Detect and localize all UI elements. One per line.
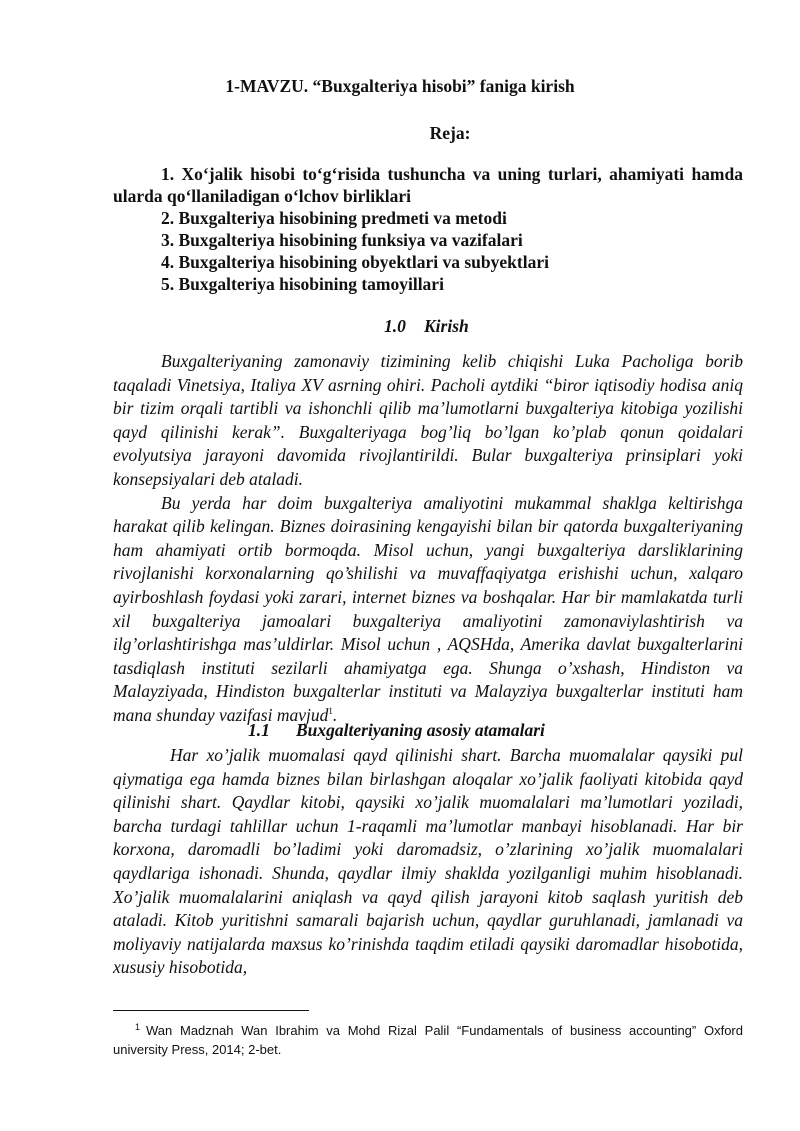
section-1-1-text — [113, 744, 743, 980]
section-heading-1-1 — [0, 718, 800, 742]
intro-paragraph-2 — [113, 492, 743, 728]
paragraph-end: . — [332, 704, 338, 725]
section-number: 1.1 — [248, 720, 270, 740]
footnote-reference[interactable]: 1 — [328, 706, 333, 717]
footnote — [113, 1021, 743, 1059]
plan-item-1: 1. Xo‘jalik hisobi to‘g‘risida tushuncha va uning turlari, ahamiyati hamda ularda qo‘llaniladigan o‘lchov birliklari — [113, 164, 743, 206]
plan-item-5: 5. Buxgalteriya hisobining tamoyillari — [161, 274, 444, 294]
plan-heading: Reja: — [429, 123, 471, 143]
section-heading-1-0 — [0, 314, 800, 338]
section-title: Kirish — [424, 316, 469, 336]
footnote-divider — [113, 1010, 309, 1011]
footnote-number: 1 — [135, 1021, 141, 1032]
plan-item-2: 2. Buxgalteriya hisobining predmeti va metodi — [161, 208, 507, 228]
plan-item-3: 3. Buxgalteriya hisobining funksiya va vazifalari — [161, 230, 523, 250]
footnote-text: Wan Madznah Wan Ibrahim va Mohd Rizal Palil “Fundamentals of business accounting” Oxford university Press, 2014; 2-bet. — [113, 1023, 743, 1057]
section-title: Buxgalteriyaning asosiy atamalari — [296, 720, 545, 740]
section-1-1-paragraph: Har xo’jalik muomalasi qayd qilinishi shart. Barcha muomalalar qaysiki pul qiymatiga ega hamda biznes bilan birlashgan aloqalar xo’jalik faoliyati kitobida qayd qilinishi shart. Qaydlar kitobi, qaysiki xo’jalik muomalalari ma’lumotlari yoziladi, barcha turdagi tahlillar uchun 1-raqamli ma’lumotlar manbayi hisoblanadi. Har bir korxona, daromadli bo’ladimi yoki daromadsiz, o’zlarining xo’jalik muomalalari qaydlariga ishonadi. Shunda, qaydlar ilmiy shaklda yozilganligi muhim hisoblanadi. Xo’jalik muomalalarini aniqlash va qayd qilish jarayoni kitob saqlash yuritish deb ataladi. Kitob yuritishni samarali bajarish uchun, qaydlar guruhlanadi, jamlanadi va moliyaviy natijalarda maxsus ko’rinishda taqdim etiladi qaysiki daromadlar hisobotida, xususiy hisobotida, — [113, 745, 743, 978]
plan-item-4: 4. Buxgalteriya hisobining obyektlari va subyektlari — [161, 252, 549, 272]
intro-paragraph-1: Buxgalteriyaning zamonaviy tizimining kelib chiqishi Luka Pacholiga borib taqaladi Vinetsiya, Italiya XV asrning ohiri. Pacholi aytdiki “biror iqtisodiy hodisa aniq bir tizim orqali tartibli va ishonchli qilib ma’lumotlarni buxgalteriya kitobiga yozilishi qayd qilinishi kerak”. Buxgalteriyaga bog’liq bo’lgan ko’plab qonun qoidalari evolyutsiya jarayoni davomida rivojlantirildi. Bular buxgalteriya prinsiplari yoki konsepsiyalari deb ataladi. — [113, 351, 743, 489]
intro-paragraph-2-text: Bu yerda har doim buxgalteriya amaliyotini mukammal shaklga keltirishga harakat qilib kelingan. Biznes doirasining kengayishi bilan bir qatorda buxgalteriyaning ham ahamiyati ortib bormoqda. Misol uchun, yangi buxgalteriya darsliklarining rivojlanishi korxonalarning qo’shilishi va muvaffaqiyatga erishishi uchun, xalqaro ayirboshlash foydasi yoki zarari, internet biznes va boshqalar. Har bir mamlakatda turli xil buxgalteriya jamoalari buxgalteriya amaliyotini zamonaviylashtirish va ilg’orlashtirishga mas’uldirlar. Misol uchun , AQSHda, Amerika davlat buxgalterlarini tasdiqlash instituti sezilarli ahamiyatga ega. Shunga o’xshash, Hindiston va Malayziyada, Hindiston buxgalterlar instituti va Malayziya buxgalterlar instituti ham mana shunday vazifasi mavjud — [113, 492, 743, 725]
plan-list — [113, 163, 743, 295]
page-title: 1-MAVZU. “Buxgalteriya hisobi” faniga kirish — [225, 76, 575, 96]
section-number: 1.0 — [384, 316, 406, 336]
intro-text — [113, 350, 743, 728]
